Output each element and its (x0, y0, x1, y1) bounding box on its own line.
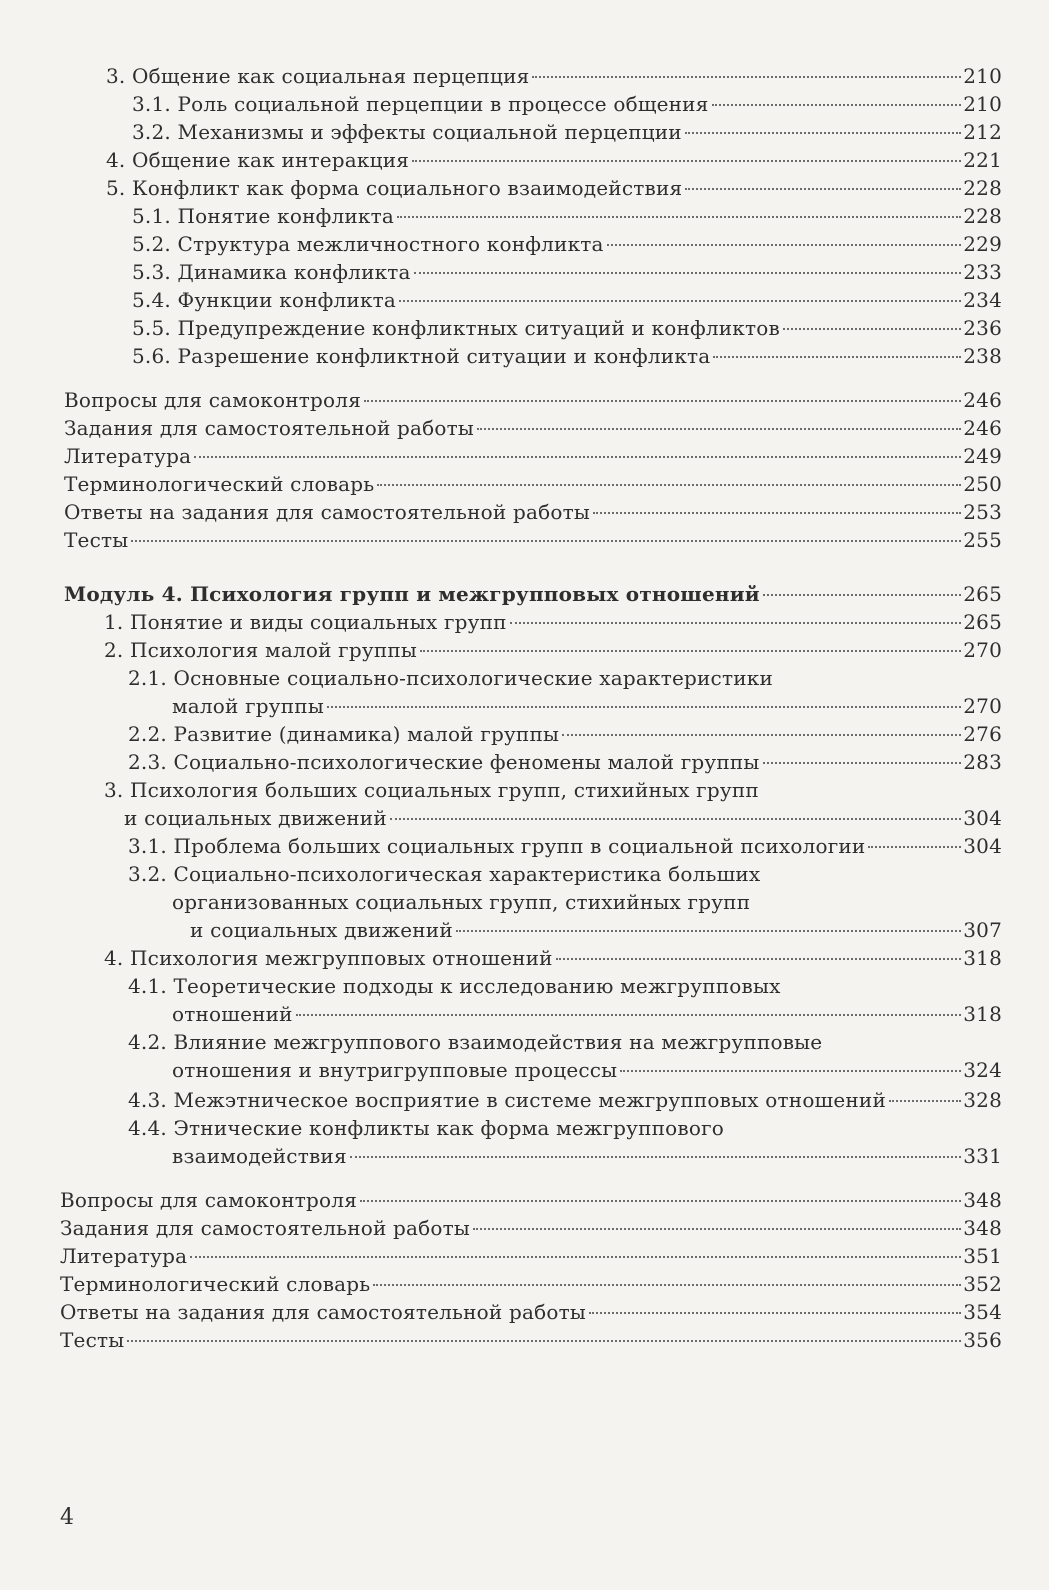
toc-entry-line: 2.1. Основные социально-психологические характеристики (128, 666, 773, 690)
toc-entry-page: 324 (963, 1058, 1002, 1082)
toc-entry-page: 234 (963, 288, 1002, 312)
toc-entry-title: и социальных движений (124, 806, 387, 830)
toc-entry-title: Литература (60, 1244, 188, 1268)
toc-entry-title: 2.2. Развитие (динамика) малой группы (128, 722, 560, 746)
toc-entry-page: 250 (963, 472, 1002, 496)
toc-entry-title: 2. Психология малой группы (104, 638, 418, 662)
toc-entry-page: 233 (963, 260, 1002, 284)
leader-dots (420, 650, 961, 652)
leader-dots (712, 104, 962, 106)
toc-entry-page: 228 (963, 176, 1002, 200)
leader-dots (364, 400, 961, 402)
leader-dots (190, 1256, 961, 1258)
toc-entry-line: 3.2. Социально-психологическая характеристика больших (128, 862, 761, 886)
toc-entry (128, 1086, 1002, 1114)
toc-entry-line: 4.1. Теоретические подходы к исследованию межгрупповых (128, 974, 781, 998)
toc-entry (64, 386, 1002, 414)
leader-dots (131, 540, 961, 542)
toc-entry-page: 356 (963, 1328, 1002, 1352)
toc-entry-title: Модуль 4. Психология групп и межгрупповых отношений (64, 582, 760, 606)
toc-entry-page: 212 (963, 120, 1002, 144)
toc-entry (106, 146, 1002, 174)
toc-entry-page: 318 (963, 946, 1002, 970)
toc-entry (124, 804, 1002, 832)
toc-entry-title: 5.6. Разрешение конфликтной ситуации и конфликта (132, 344, 711, 368)
toc-entry-title: отношений (172, 1002, 293, 1026)
toc-entry (60, 1270, 1002, 1298)
toc-entry (60, 1326, 1002, 1354)
toc-entry-page: 249 (963, 444, 1002, 468)
toc-entry (132, 118, 1002, 146)
toc-entry-title: 5. Конфликт как форма социального взаимодействия (106, 176, 683, 200)
toc-entry-title: Терминологический словарь (64, 472, 375, 496)
toc-entry-title: 3.2. Механизмы и эффекты социальной перцепции (132, 120, 682, 144)
toc-entry-page: 265 (963, 610, 1002, 634)
toc-entry-page: 348 (963, 1188, 1002, 1212)
toc-entry (132, 286, 1002, 314)
toc-entry-page: 328 (963, 1088, 1002, 1112)
toc-entry-page: 221 (963, 148, 1002, 172)
toc-entry-page: 270 (963, 638, 1002, 662)
toc-entry (172, 1056, 1002, 1084)
leader-dots (562, 734, 961, 736)
toc-entry (64, 442, 1002, 470)
toc-entry (190, 916, 1002, 944)
toc-entry (128, 720, 1002, 748)
leader-dots (589, 1312, 961, 1314)
toc-entry (60, 1186, 1002, 1214)
leader-dots (350, 1156, 961, 1158)
toc-entry-title: 1. Понятие и виды социальных групп (104, 610, 507, 634)
toc-entry-title: и социальных движений (190, 918, 453, 942)
toc-entry (106, 174, 1002, 202)
page-number: 4 (60, 1505, 74, 1530)
toc-entry-page: 210 (963, 92, 1002, 116)
leader-dots (390, 818, 961, 820)
toc-entry-page: 304 (963, 834, 1002, 858)
toc-entry-page: 228 (963, 204, 1002, 228)
toc-entry-page: 276 (963, 722, 1002, 746)
toc-entry (60, 1242, 1002, 1270)
toc-entry (172, 1000, 1002, 1028)
leader-dots (412, 160, 961, 162)
toc-entry-title: взаимодействия (172, 1144, 347, 1168)
toc-entry-line: организованных социальных групп, стихийных групп (172, 890, 751, 914)
toc-entry (128, 748, 1002, 776)
toc-entry (104, 944, 1002, 972)
leader-dots (713, 356, 961, 358)
leader-dots (477, 428, 961, 430)
leader-dots (510, 622, 962, 624)
toc-entry-title: 4. Общение как интеракция (106, 148, 410, 172)
toc-entry-title: Литература (64, 444, 192, 468)
toc-entry (104, 608, 1002, 636)
toc-entry (106, 62, 1002, 90)
toc-entry-title: Задания для самостоятельной работы (64, 416, 475, 440)
toc-entry-title: 5.1. Понятие конфликта (132, 204, 394, 228)
toc-entry (128, 832, 1002, 860)
toc-entry-page: 246 (963, 416, 1002, 440)
leader-dots (373, 1284, 961, 1286)
toc-entry (132, 342, 1002, 370)
toc-entry (172, 692, 1002, 720)
leader-dots (414, 272, 962, 274)
leader-dots (360, 1200, 961, 1202)
toc-entry (64, 498, 1002, 526)
leader-dots (456, 930, 961, 932)
leader-dots (127, 1340, 961, 1342)
toc-entry-page: 351 (963, 1244, 1002, 1268)
toc-entry (132, 314, 1002, 342)
toc-entry-page: 331 (963, 1144, 1002, 1168)
leader-dots (399, 300, 961, 302)
toc-entry (64, 470, 1002, 498)
toc-entry-page: 318 (963, 1002, 1002, 1026)
toc-entry-title: 5.2. Структура межличностного конфликта (132, 232, 604, 256)
toc-entry-page: 210 (963, 64, 1002, 88)
leader-dots (473, 1228, 961, 1230)
leader-dots (889, 1100, 961, 1102)
toc-entry-line: 4.2. Влияние межгруппового взаимодействия на межгрупповые (128, 1030, 823, 1054)
leader-dots (783, 328, 961, 330)
toc-entry-page: 253 (963, 500, 1002, 524)
toc-entry (132, 230, 1002, 258)
toc-entry-title: 5.4. Функции конфликта (132, 288, 397, 312)
toc-entry-line: 3. Психология больших социальных групп, стихийных групп (104, 778, 759, 802)
leader-dots (377, 484, 961, 486)
toc-entry (64, 526, 1002, 554)
toc-entry (60, 1298, 1002, 1326)
toc-entry-title: Тесты (60, 1328, 125, 1352)
toc-entry-page: 304 (963, 806, 1002, 830)
leader-dots (620, 1070, 961, 1072)
leader-dots (685, 132, 961, 134)
toc-entry (60, 1214, 1002, 1242)
toc-entry-title: 3.1. Роль социальной перцепции в процессе общения (132, 92, 709, 116)
toc-entry-title: 5.5. Предупреждение конфликтных ситуаций и конфликтов (132, 316, 780, 340)
toc-entry-title: Вопросы для самоконтроля (64, 388, 362, 412)
leader-dots (532, 76, 961, 78)
toc-entry-page: 283 (963, 750, 1002, 774)
toc-entry-page: 236 (963, 316, 1002, 340)
toc-entry (64, 414, 1002, 442)
toc-entry-title: 5.3. Динамика конфликта (132, 260, 411, 284)
toc-entry (172, 1142, 1002, 1170)
leader-dots (763, 762, 962, 764)
toc-entry-page: 270 (963, 694, 1002, 718)
toc-entry-page: 255 (963, 528, 1002, 552)
toc-entry-title: 4.3. Межэтническое восприятие в системе межгрупповых отношений (128, 1088, 886, 1112)
toc-entry-title: Ответы на задания для самостоятельной работы (60, 1300, 586, 1324)
leader-dots (607, 244, 962, 246)
leader-dots (868, 846, 961, 848)
toc-entry-title: Терминологический словарь (60, 1272, 371, 1296)
leader-dots (194, 456, 961, 458)
toc-entry-page: 238 (963, 344, 1002, 368)
toc-entry-title: Вопросы для самоконтроля (60, 1188, 358, 1212)
toc-entry-title: 3. Общение как социальная перцепция (106, 64, 530, 88)
toc-entry (132, 202, 1002, 230)
toc-module-heading (64, 580, 1002, 608)
leader-dots (296, 1014, 962, 1016)
toc-entry-title: 3.1. Проблема больших социальных групп в социальной психологии (128, 834, 866, 858)
toc-entry (104, 636, 1002, 664)
leader-dots (397, 216, 961, 218)
toc-entry-page: 246 (963, 388, 1002, 412)
toc-entry-title: Задания для самостоятельной работы (60, 1216, 471, 1240)
leader-dots (556, 958, 962, 960)
leader-dots (763, 594, 961, 596)
toc-entry-page: 352 (963, 1272, 1002, 1296)
toc-entry-page: 307 (963, 918, 1002, 942)
toc-entry-title: 4. Психология межгрупповых отношений (104, 946, 553, 970)
toc-entry-page: 354 (963, 1300, 1002, 1324)
toc-entry (132, 90, 1002, 118)
toc-entry-title: 2.3. Социально-психологические феномены малой группы (128, 750, 760, 774)
leader-dots (327, 706, 961, 708)
leader-dots (593, 512, 961, 514)
toc-entry-page: 348 (963, 1216, 1002, 1240)
toc-entry-title: отношения и внутригрупповые процессы (172, 1058, 618, 1082)
leader-dots (685, 188, 961, 190)
toc-entry (132, 258, 1002, 286)
toc-entry-page: 265 (963, 582, 1002, 606)
toc-entry-title: Ответы на задания для самостоятельной работы (64, 500, 590, 524)
toc-entry-title: малой группы (172, 694, 324, 718)
toc-entry-title: Тесты (64, 528, 129, 552)
toc-entry-page: 229 (963, 232, 1002, 256)
toc-entry-line: 4.4. Этнические конфликты как форма межгруппового (128, 1116, 725, 1140)
